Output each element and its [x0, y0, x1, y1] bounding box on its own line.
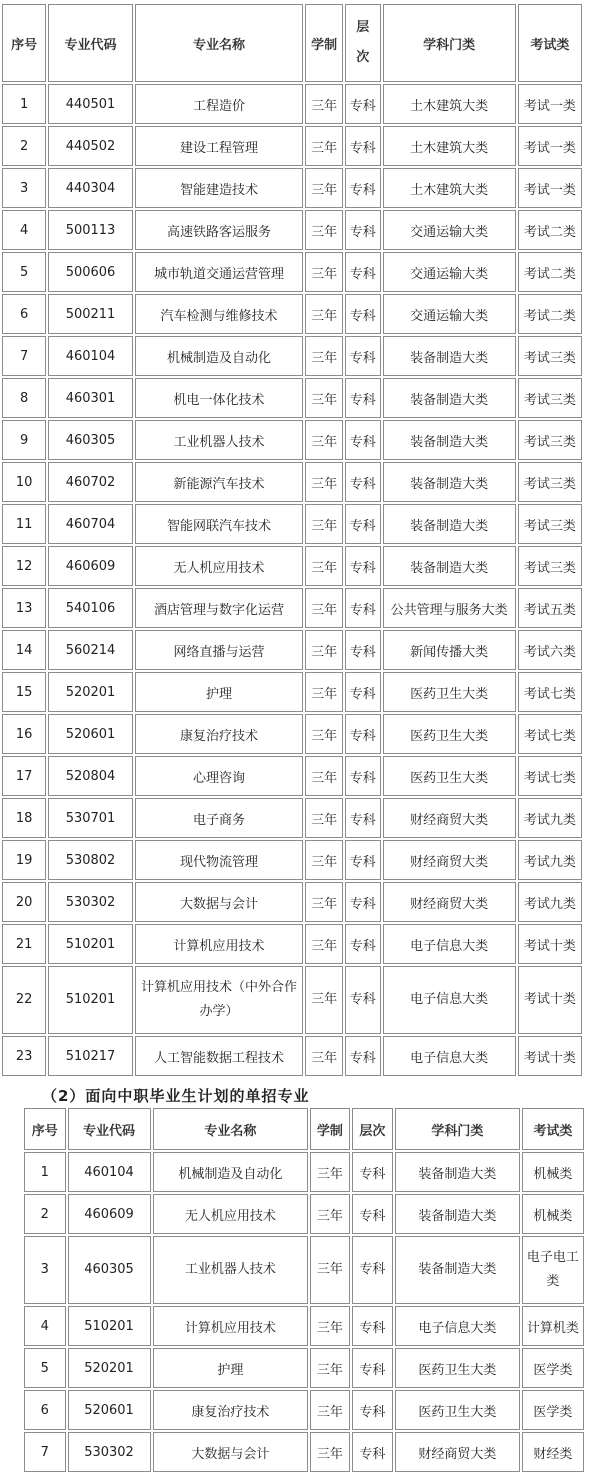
cell-major-name: 高速铁路客运服务 [135, 210, 304, 250]
table-row [2, 588, 582, 628]
header-level: 层次 [352, 1108, 394, 1150]
table-row [24, 1152, 584, 1192]
cell-level: 专科 [345, 714, 381, 754]
table-row [2, 420, 582, 460]
table-row [2, 924, 582, 964]
cell-major-code: 460301 [48, 378, 132, 418]
cell-level: 专科 [345, 168, 381, 208]
cell-major-code: 460609 [68, 1194, 151, 1234]
table-row [2, 882, 582, 922]
cell-exam-category: 考试十类 [518, 966, 582, 1034]
cell-major-name: 酒店管理与数字化运营 [135, 588, 304, 628]
cell-index: 23 [2, 1036, 46, 1076]
table-row [2, 630, 582, 670]
cell-discipline: 公共管理与服务大类 [383, 588, 516, 628]
cell-index: 10 [2, 462, 46, 502]
cell-discipline: 交通运输大类 [383, 210, 516, 250]
table-row [2, 840, 582, 880]
cell-discipline: 装备制造大类 [383, 336, 516, 376]
cell-discipline: 电子信息大类 [383, 966, 516, 1034]
table-row [24, 1348, 584, 1388]
cell-exam-category: 考试二类 [518, 210, 582, 250]
cell-major-name: 康复治疗技术 [135, 714, 304, 754]
cell-level: 专科 [352, 1236, 394, 1304]
cell-discipline: 医药卫生大类 [383, 672, 516, 712]
cell-major-code: 520201 [68, 1348, 151, 1388]
cell-duration: 三年 [305, 546, 343, 586]
cell-index: 4 [2, 210, 46, 250]
cell-major-code: 510217 [48, 1036, 132, 1076]
header-duration: 学制 [305, 4, 343, 82]
cell-index: 6 [24, 1390, 66, 1430]
cell-index: 15 [2, 672, 46, 712]
table-row [2, 756, 582, 796]
cell-major-name: 智能建造技术 [135, 168, 304, 208]
cell-major-name: 护理 [153, 1348, 309, 1388]
cell-major-name: 无人机应用技术 [153, 1194, 309, 1234]
cell-index: 17 [2, 756, 46, 796]
cell-level: 专科 [345, 672, 381, 712]
cell-discipline: 土木建筑大类 [383, 84, 516, 124]
cell-major-code: 520804 [48, 756, 132, 796]
header-discipline: 学科门类 [383, 4, 516, 82]
cell-duration: 三年 [310, 1348, 349, 1388]
cell-major-name: 护理 [135, 672, 304, 712]
table-header-row [2, 4, 582, 82]
cell-level: 专科 [345, 840, 381, 880]
cell-discipline: 电子信息大类 [383, 1036, 516, 1076]
cell-duration: 三年 [305, 294, 343, 334]
cell-exam-category: 计算机类 [522, 1306, 584, 1346]
header-major-code: 专业代码 [68, 1108, 151, 1150]
cell-major-code: 510201 [68, 1306, 151, 1346]
cell-duration: 三年 [310, 1306, 349, 1346]
cell-major-code: 460609 [48, 546, 132, 586]
cell-index: 11 [2, 504, 46, 544]
cell-exam-category: 考试一类 [518, 168, 582, 208]
cell-major-name: 工程造价 [135, 84, 304, 124]
cell-major-code: 460104 [48, 336, 132, 376]
cell-duration: 三年 [305, 504, 343, 544]
cell-major-name: 工业机器人技术 [135, 420, 304, 460]
table-row [2, 798, 582, 838]
cell-exam-category: 考试七类 [518, 756, 582, 796]
cell-duration: 三年 [305, 252, 343, 292]
cell-duration: 三年 [305, 336, 343, 376]
cell-major-name: 网络直播与运营 [135, 630, 304, 670]
cell-exam-category: 机械类 [522, 1152, 584, 1192]
cell-index: 12 [2, 546, 46, 586]
cell-major-name: 大数据与会计 [153, 1432, 309, 1472]
cell-major-name: 计算机应用技术 [135, 924, 304, 964]
cell-major-code: 460704 [48, 504, 132, 544]
cell-index: 19 [2, 840, 46, 880]
cell-level: 专科 [345, 126, 381, 166]
table-row [2, 672, 582, 712]
header-duration: 学制 [310, 1108, 349, 1150]
cell-major-name: 城市轨道交通运营管理 [135, 252, 304, 292]
cell-duration: 三年 [310, 1152, 349, 1192]
cell-major-name: 机电一体化技术 [135, 378, 304, 418]
header-discipline: 学科门类 [395, 1108, 520, 1150]
cell-major-name: 建设工程管理 [135, 126, 304, 166]
cell-exam-category: 考试三类 [518, 546, 582, 586]
cell-duration: 三年 [310, 1236, 349, 1304]
cell-discipline: 财经商贸大类 [383, 840, 516, 880]
cell-index: 13 [2, 588, 46, 628]
cell-discipline: 土木建筑大类 [383, 168, 516, 208]
cell-level: 专科 [352, 1152, 394, 1192]
cell-level: 专科 [345, 588, 381, 628]
table-row [2, 714, 582, 754]
cell-discipline: 装备制造大类 [395, 1194, 520, 1234]
table-row [2, 168, 582, 208]
cell-duration: 三年 [305, 840, 343, 880]
cell-level: 专科 [352, 1432, 394, 1472]
cell-level: 专科 [345, 1036, 381, 1076]
header-major-name: 专业名称 [153, 1108, 309, 1150]
cell-level: 专科 [345, 252, 381, 292]
cell-discipline: 装备制造大类 [383, 462, 516, 502]
cell-major-code: 510201 [48, 966, 132, 1034]
cell-major-code: 530802 [48, 840, 132, 880]
cell-duration: 三年 [305, 84, 343, 124]
cell-duration: 三年 [305, 462, 343, 502]
cell-exam-category: 财经类 [522, 1432, 584, 1472]
cell-index: 5 [2, 252, 46, 292]
cell-discipline: 交通运输大类 [383, 294, 516, 334]
cell-duration: 三年 [305, 756, 343, 796]
table-row [24, 1432, 584, 1472]
cell-level: 专科 [345, 924, 381, 964]
cell-duration: 三年 [305, 168, 343, 208]
header-level: 层 次 [345, 4, 381, 82]
cell-major-name: 新能源汽车技术 [135, 462, 304, 502]
cell-index: 21 [2, 924, 46, 964]
cell-discipline: 装备制造大类 [395, 1236, 520, 1304]
majors-table-general [0, 2, 584, 1078]
cell-index: 3 [2, 168, 46, 208]
cell-major-code: 530302 [68, 1432, 151, 1472]
cell-duration: 三年 [305, 882, 343, 922]
cell-index: 5 [24, 1348, 66, 1388]
cell-exam-category: 考试二类 [518, 294, 582, 334]
cell-level: 专科 [352, 1306, 394, 1346]
cell-discipline: 装备制造大类 [383, 378, 516, 418]
cell-duration: 三年 [305, 672, 343, 712]
cell-level: 专科 [345, 798, 381, 838]
cell-index: 2 [2, 126, 46, 166]
cell-exam-category: 考试十类 [518, 1036, 582, 1076]
cell-level: 专科 [352, 1348, 394, 1388]
cell-level: 专科 [345, 756, 381, 796]
cell-duration: 三年 [305, 378, 343, 418]
cell-major-code: 500113 [48, 210, 132, 250]
cell-level: 专科 [345, 462, 381, 502]
cell-discipline: 电子信息大类 [395, 1306, 520, 1346]
header-exam-category: 考试类 [522, 1108, 584, 1150]
cell-major-name: 计算机应用技术 [153, 1306, 309, 1346]
cell-index: 8 [2, 378, 46, 418]
cell-duration: 三年 [310, 1432, 349, 1472]
cell-index: 1 [2, 84, 46, 124]
table-row [2, 1036, 582, 1076]
cell-major-name: 机械制造及自动化 [153, 1152, 309, 1192]
cell-index: 1 [24, 1152, 66, 1192]
table-row [2, 294, 582, 334]
cell-major-code: 460702 [48, 462, 132, 502]
cell-level: 专科 [345, 336, 381, 376]
cell-level: 专科 [345, 420, 381, 460]
cell-major-name: 无人机应用技术 [135, 546, 304, 586]
majors-table-general-body [2, 84, 582, 1076]
cell-discipline: 电子信息大类 [383, 924, 516, 964]
cell-major-code: 530302 [48, 882, 132, 922]
cell-major-name: 心理咨询 [135, 756, 304, 796]
cell-major-name: 工业机器人技术 [153, 1236, 309, 1304]
cell-discipline: 医药卫生大类 [395, 1390, 520, 1430]
cell-duration: 三年 [305, 126, 343, 166]
cell-index: 22 [2, 966, 46, 1034]
cell-major-code: 510201 [48, 924, 132, 964]
table-row [2, 966, 582, 1034]
cell-discipline: 装备制造大类 [383, 504, 516, 544]
table-header-row [24, 1108, 584, 1150]
cell-duration: 三年 [305, 630, 343, 670]
cell-index: 9 [2, 420, 46, 460]
cell-major-code: 520601 [48, 714, 132, 754]
section-title: （2）面向中职毕业生计划的单招专业 [42, 1087, 310, 1105]
cell-index: 16 [2, 714, 46, 754]
cell-discipline: 医药卫生大类 [395, 1348, 520, 1388]
cell-major-name: 智能网联汽车技术 [135, 504, 304, 544]
cell-exam-category: 考试十类 [518, 924, 582, 964]
cell-exam-category: 考试三类 [518, 420, 582, 460]
cell-major-code: 460104 [68, 1152, 151, 1192]
cell-exam-category: 机械类 [522, 1194, 584, 1234]
cell-major-code: 520201 [48, 672, 132, 712]
cell-major-code: 520601 [68, 1390, 151, 1430]
cell-discipline: 装备制造大类 [395, 1152, 520, 1192]
cell-discipline: 医药卫生大类 [383, 714, 516, 754]
cell-exam-category: 考试七类 [518, 672, 582, 712]
cell-discipline: 财经商贸大类 [383, 798, 516, 838]
cell-major-code: 440501 [48, 84, 132, 124]
cell-exam-category: 考试六类 [518, 630, 582, 670]
cell-exam-category: 医学类 [522, 1348, 584, 1388]
cell-major-name: 机械制造及自动化 [135, 336, 304, 376]
cell-level: 专科 [345, 966, 381, 1034]
cell-index: 18 [2, 798, 46, 838]
table-row [24, 1194, 584, 1234]
table-row [24, 1390, 584, 1430]
cell-level: 专科 [345, 504, 381, 544]
cell-duration: 三年 [305, 420, 343, 460]
cell-exam-category: 考试九类 [518, 882, 582, 922]
cell-exam-category: 考试九类 [518, 840, 582, 880]
cell-exam-category: 考试七类 [518, 714, 582, 754]
table-row [24, 1236, 584, 1304]
cell-major-code: 500606 [48, 252, 132, 292]
table-row [2, 84, 582, 124]
table-row [2, 336, 582, 376]
header-index: 序号 [24, 1108, 66, 1150]
cell-index: 6 [2, 294, 46, 334]
cell-exam-category: 考试三类 [518, 462, 582, 502]
majors-table-vocational [22, 1106, 586, 1474]
cell-index: 14 [2, 630, 46, 670]
cell-duration: 三年 [310, 1194, 349, 1234]
cell-index: 2 [24, 1194, 66, 1234]
cell-major-name: 电子商务 [135, 798, 304, 838]
cell-duration: 三年 [305, 966, 343, 1034]
cell-major-code: 540106 [48, 588, 132, 628]
cell-major-code: 460305 [48, 420, 132, 460]
cell-exam-category: 考试三类 [518, 336, 582, 376]
cell-discipline: 财经商贸大类 [395, 1432, 520, 1472]
cell-major-code: 560214 [48, 630, 132, 670]
cell-index: 3 [24, 1236, 66, 1304]
cell-discipline: 医药卫生大类 [383, 756, 516, 796]
cell-major-name: 汽车检测与维修技术 [135, 294, 304, 334]
cell-level: 专科 [345, 294, 381, 334]
cell-index: 7 [24, 1432, 66, 1472]
cell-level: 专科 [345, 882, 381, 922]
cell-discipline: 装备制造大类 [383, 546, 516, 586]
cell-exam-category: 考试三类 [518, 504, 582, 544]
table-row [2, 546, 582, 586]
cell-level: 专科 [345, 210, 381, 250]
majors-table-vocational-body [24, 1152, 584, 1472]
header-major-code: 专业代码 [48, 4, 132, 82]
cell-discipline: 土木建筑大类 [383, 126, 516, 166]
cell-exam-category: 考试五类 [518, 588, 582, 628]
cell-level: 专科 [345, 546, 381, 586]
header-index: 序号 [2, 4, 46, 82]
cell-level: 专科 [352, 1390, 394, 1430]
cell-duration: 三年 [305, 588, 343, 628]
table-row [2, 378, 582, 418]
table-row [24, 1306, 584, 1346]
cell-duration: 三年 [305, 924, 343, 964]
cell-duration: 三年 [305, 714, 343, 754]
table-row [2, 252, 582, 292]
cell-duration: 三年 [310, 1390, 349, 1430]
table-row [2, 210, 582, 250]
cell-exam-category: 医学类 [522, 1390, 584, 1430]
cell-level: 专科 [345, 378, 381, 418]
cell-major-name: 人工智能数据工程技术 [135, 1036, 304, 1076]
cell-exam-category: 考试一类 [518, 84, 582, 124]
cell-duration: 三年 [305, 210, 343, 250]
cell-major-name: 计算机应用技术（中外合作办学） [135, 966, 304, 1034]
cell-exam-category: 考试九类 [518, 798, 582, 838]
cell-exam-category: 考试一类 [518, 126, 582, 166]
header-exam-category: 考试类 [518, 4, 582, 82]
cell-major-name: 大数据与会计 [135, 882, 304, 922]
cell-duration: 三年 [305, 1036, 343, 1076]
cell-discipline: 交通运输大类 [383, 252, 516, 292]
cell-major-name: 现代物流管理 [135, 840, 304, 880]
header-major-name: 专业名称 [135, 4, 304, 82]
cell-major-name: 康复治疗技术 [153, 1390, 309, 1430]
cell-discipline: 装备制造大类 [383, 420, 516, 460]
cell-discipline: 新闻传播大类 [383, 630, 516, 670]
cell-major-code: 440304 [48, 168, 132, 208]
cell-level: 专科 [345, 84, 381, 124]
cell-major-code: 500211 [48, 294, 132, 334]
cell-major-code: 460305 [68, 1236, 151, 1304]
cell-exam-category: 考试三类 [518, 378, 582, 418]
cell-major-code: 530701 [48, 798, 132, 838]
cell-index: 20 [2, 882, 46, 922]
cell-exam-category: 电子电工类 [522, 1236, 584, 1304]
table-row [2, 504, 582, 544]
cell-level: 专科 [345, 630, 381, 670]
cell-duration: 三年 [305, 798, 343, 838]
cell-index: 7 [2, 336, 46, 376]
cell-discipline: 财经商贸大类 [383, 882, 516, 922]
table-row [2, 126, 582, 166]
cell-index: 4 [24, 1306, 66, 1346]
cell-exam-category: 考试二类 [518, 252, 582, 292]
cell-major-code: 440502 [48, 126, 132, 166]
table-row [2, 462, 582, 502]
cell-level: 专科 [352, 1194, 394, 1234]
